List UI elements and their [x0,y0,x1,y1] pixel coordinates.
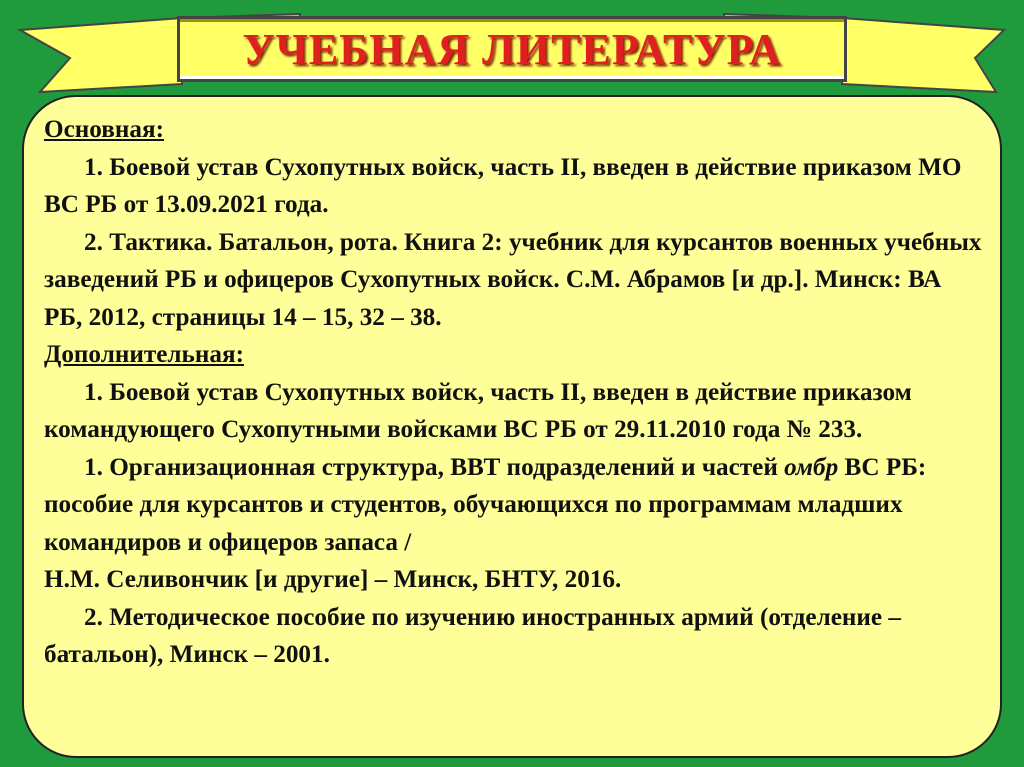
literature-panel [22,95,1002,758]
additional-heading: Дополнительная: [44,341,244,368]
banner-left-tail [20,18,182,92]
literature-list [44,111,984,674]
additional-item-2-italic: омбр [784,453,839,481]
slide-title: УЧЕБНАЯ ЛИТЕРАТУРА [242,24,782,74]
additional-item-2-prefix: 1. Организационная структура, ВВТ подразделений и частей [84,453,778,481]
additional-item-2-suffix: ВС РБ: пособие для курсантов и студентов, обучающихся по программам младших командиров и офицеров запаса / [44,453,927,556]
additional-item-3: 2. Методическое пособие по изучению иностранных армий (отделение – батальон), Минск – 2001. [44,603,901,668]
basic-heading: Основная: [44,116,164,143]
title-banner [177,16,847,82]
basic-item-1: 1. Боевой устав Сухопутных войск, часть II, введен в действие приказом МО ВС РБ от 13.09.2021 года. [44,153,962,218]
additional-item-2 [44,449,984,562]
additional-item-2-authors: Н.М. Селивончик [и другие] – Минск, БНТУ, 2016. [44,566,622,593]
basic-item-2: 2. Тактика. Батальон, рота. Книга 2: учебник для курсантов военных учебных заведений РБ и офицеров Сухопутных войск. С.М. Абрамов [и др.]. Минск: ВА РБ, 2012, страницы 14 – 15, 32 – 38. [44,228,982,331]
banner-right-tail [842,18,1004,92]
additional-item-1: 1. Боевой устав Сухопутных войск, часть II, введен в действие приказом командующего Сухопутными войсками ВС РБ от 29.11.2010 года № 233. [44,378,912,443]
